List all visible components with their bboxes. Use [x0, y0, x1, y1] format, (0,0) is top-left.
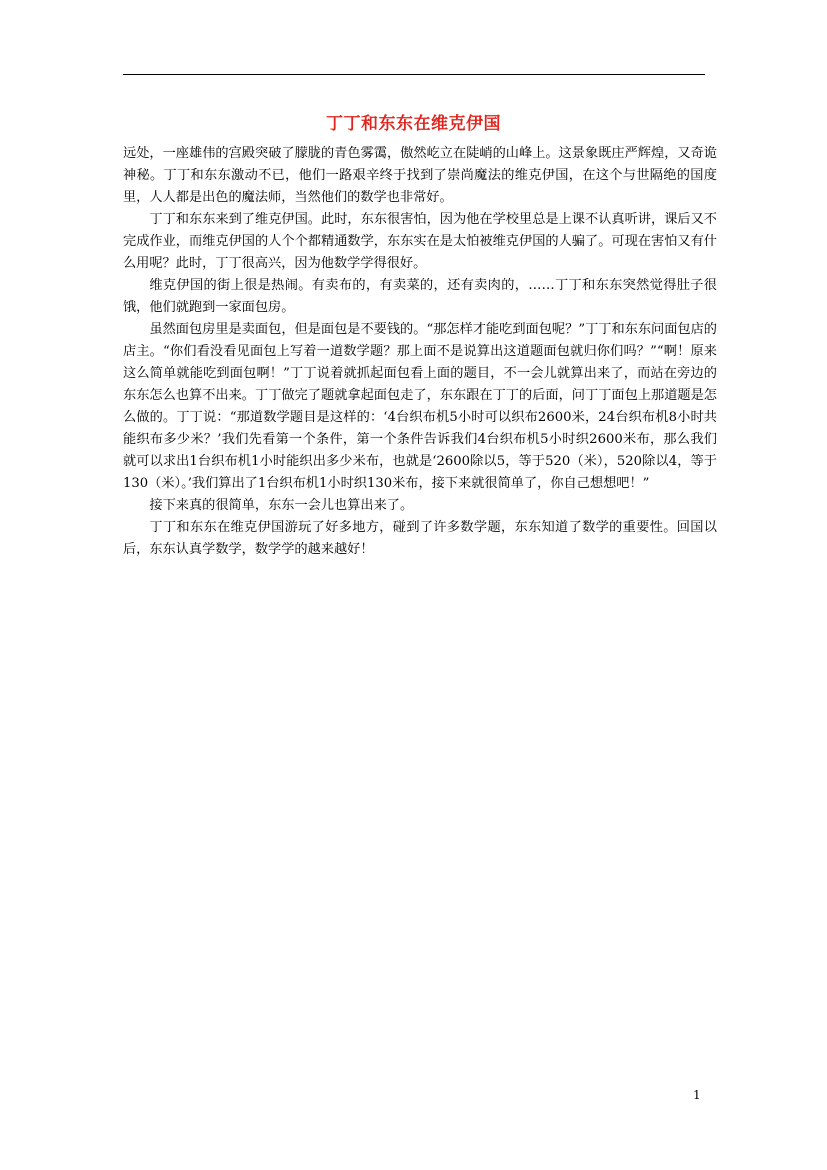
paragraph-3: 维克伊国的街上很是热闹。有卖布的，有卖菜的，还有卖肉的，……丁丁和东东突然觉得肚子很饿，他们就跑到一家面包房。: [123, 278, 717, 315]
page-number: 1: [693, 1088, 701, 1102]
document-title: 丁丁和东东在维克伊国: [326, 114, 501, 134]
paragraph-4: 虽然面包房里是卖面包，但是面包是不要钱的。“那怎样才能吃到面包呢？”丁丁和东东问面包店的店主。“你们看没看见面包上写着一道数学题？那上面不是说算出这道题面包就归你们吗？”“啊！原来这么简单就能吃到面包啊！”丁丁说着就抓起面包看上面的题目，不一会儿就算出来了，而站在旁边的东东怎么也算不出来。丁丁做完了题就拿起面包走了，东东跟在丁丁的后面，问丁丁面包上那道题是怎么做的。丁丁说：“那道数学题目是这样的：‘4台织布机5小时可以织布2600米，24台织布机8小时共能织布多少米？’我们先看第一个条件，第一个条件告诉我们4台织布机5小时织2600米布，那么我们就可以求出1台织布机1小时能织出多少米布，也就是‘2600除以5，等于520（米），520除以4，等于130（米）。’我们算出了1台织布机1小时织130米布，接下来就很简单了，你自己想想吧！”: [123, 322, 717, 491]
paragraph-6: 丁丁和东东在维克伊国游玩了好多地方，碰到了许多数学题，东东知道了数学的重要性。回国以后，东东认真学数学，数学学的越来越好！: [123, 520, 717, 557]
document-body: [123, 143, 717, 561]
paragraph-1: 远处，一座雄伟的宫殿突破了朦胧的青色雾霭，傲然屹立在陡峭的山峰上。这景象既庄严辉煌，又奇诡神秘。丁丁和东东激动不已，他们一路艰辛终于找到了崇尚魔法的维克伊国，在这个与世隔绝的国度里，人人都是出色的魔法师，当然他们的数学也非常好。: [123, 146, 717, 205]
header-rule: [123, 74, 705, 75]
paragraph-5: 接下来真的很简单，东东一会儿也算出来了。: [149, 498, 414, 513]
paragraph-2: 丁丁和东东来到了维克伊国。此时，东东很害怕，因为他在学校里总是上课不认真听讲，课后又不完成作业，而维克伊国的人个个都精通数学，东东实在是太怕被维克伊国的人骗了。可现在害怕又有什么用呢？此时，丁丁很高兴，因为他数学学得很好。: [123, 212, 717, 271]
